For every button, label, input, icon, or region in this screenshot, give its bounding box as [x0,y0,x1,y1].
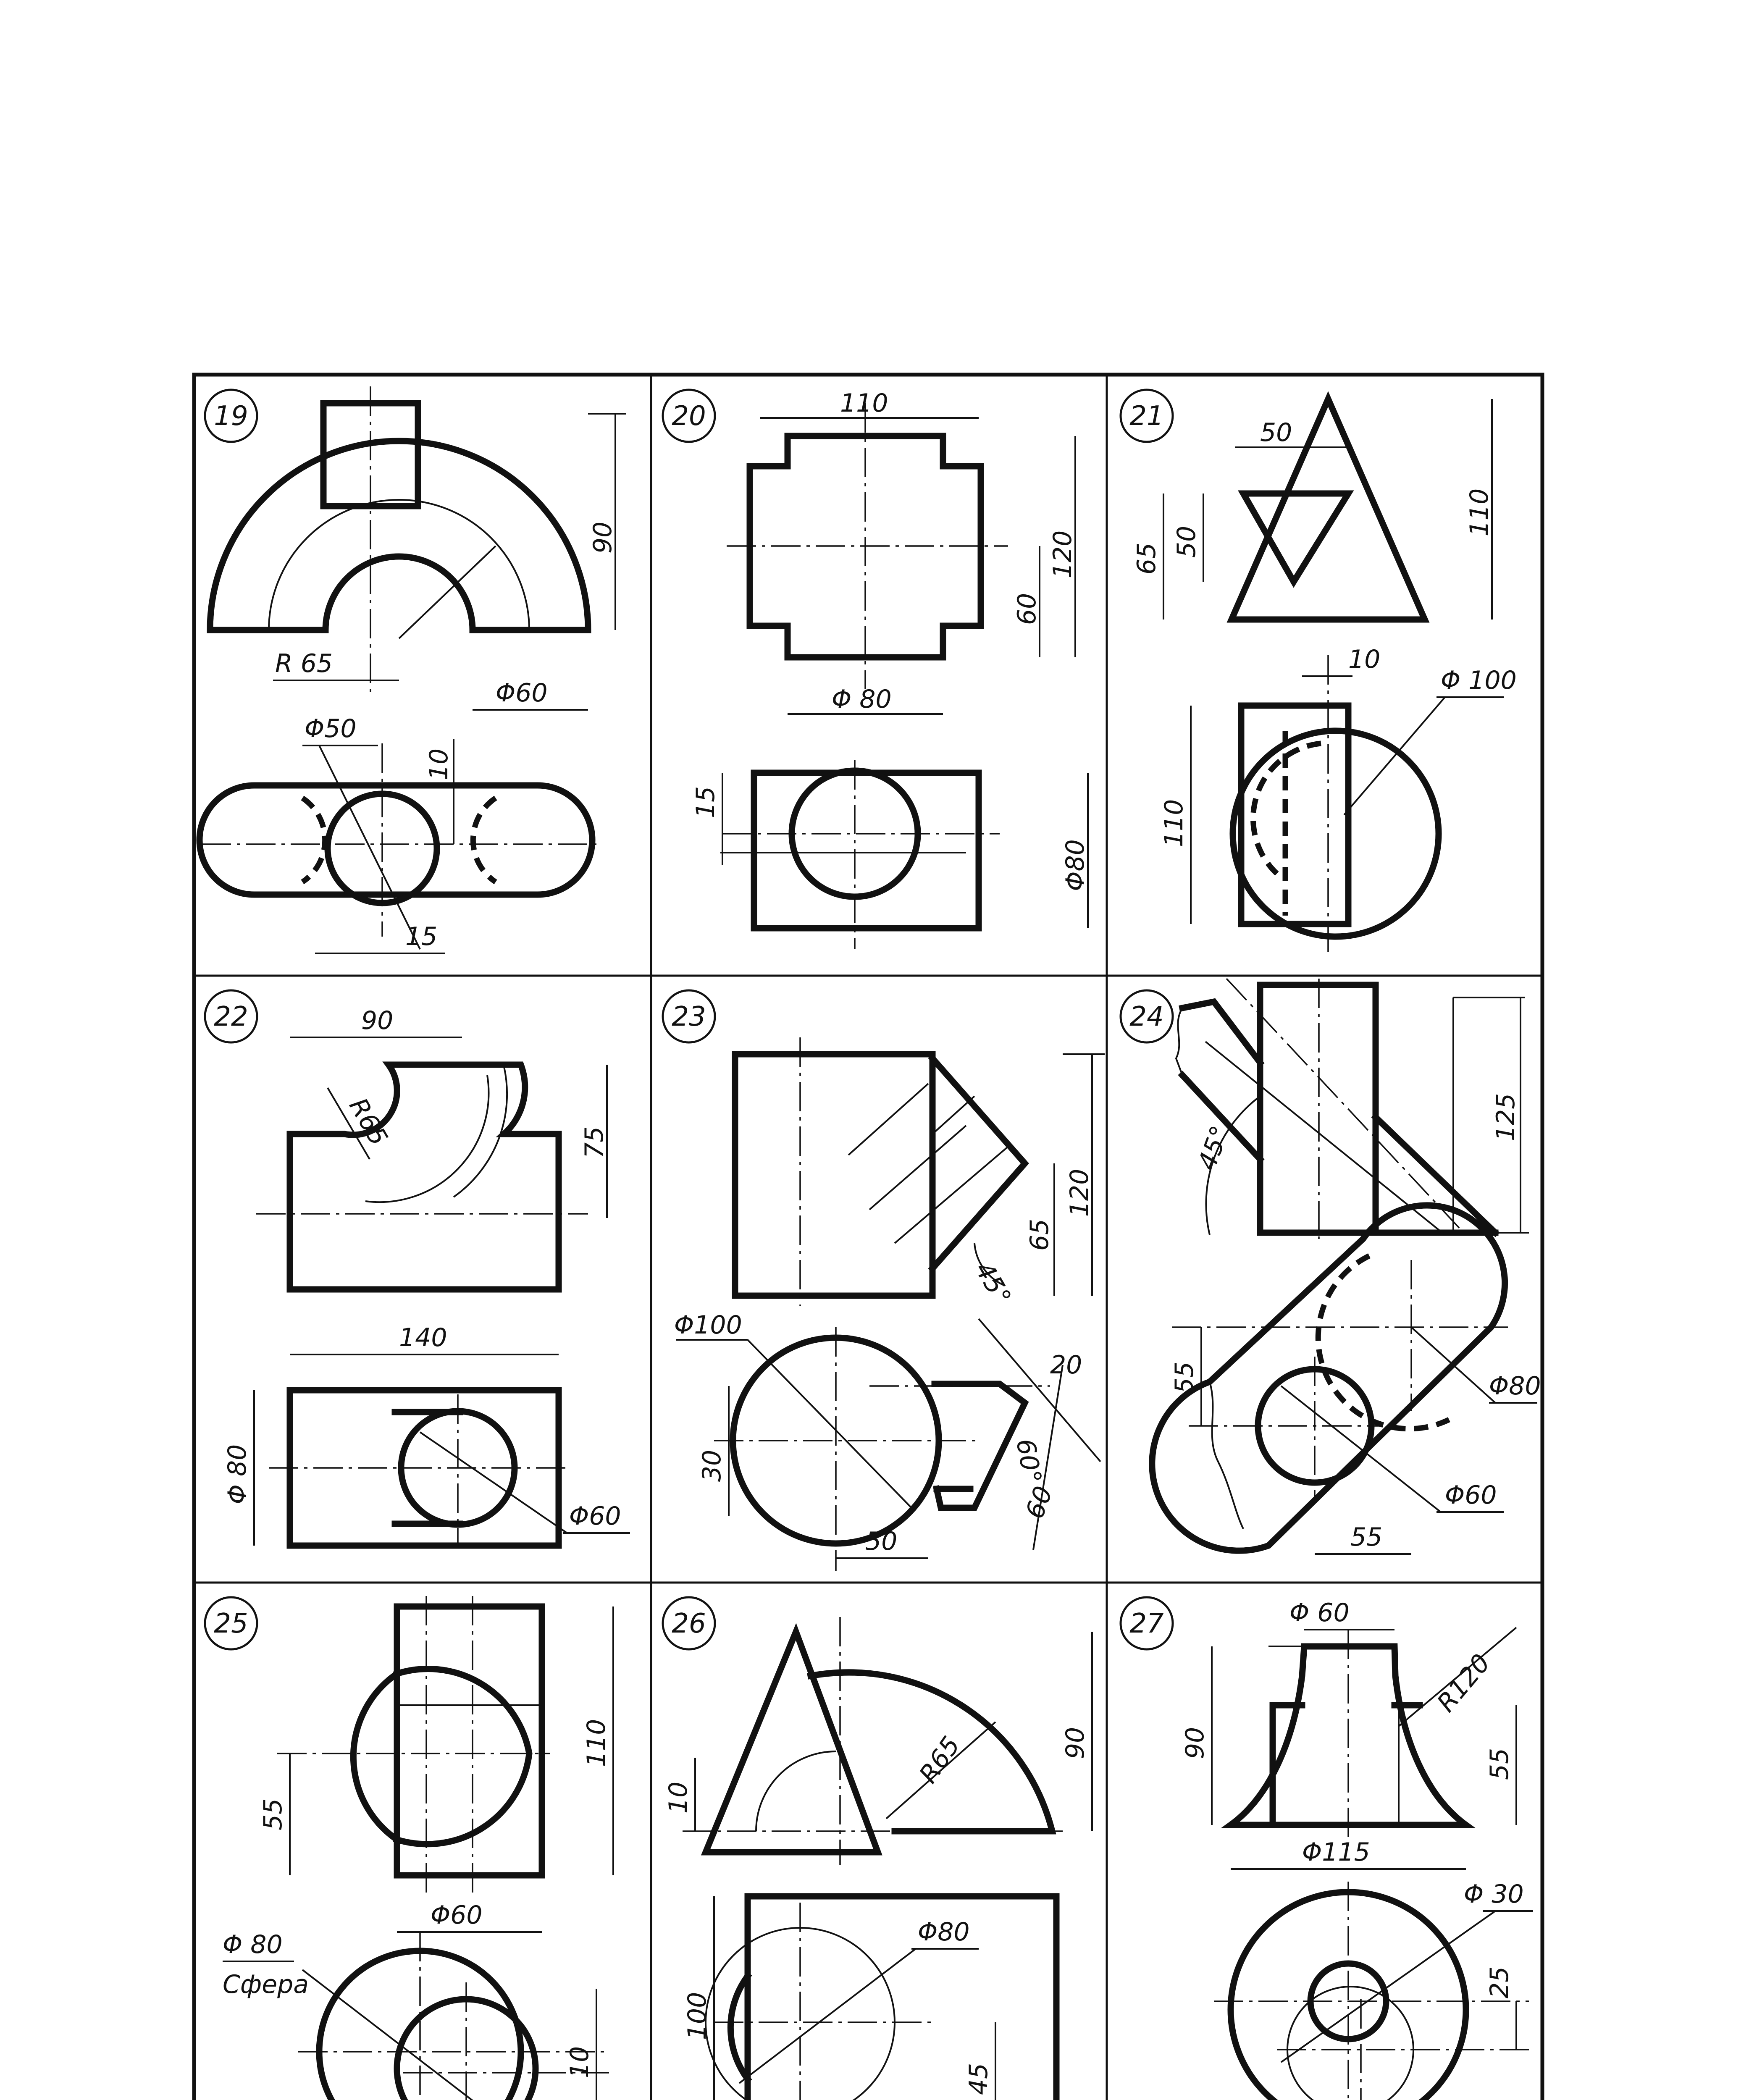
dim-60: 60 [1020,1482,1059,1523]
dim-90: 90 [1061,1727,1090,1759]
dim-100: 100 [683,1992,712,2040]
dim-phi80: Φ80 [1489,1371,1541,1401]
dim-phi50: Φ50 [305,714,357,743]
dim-65: 65 [1025,1218,1054,1251]
task-number: 23 [672,1001,706,1032]
dim-50a: 50 [1260,418,1292,447]
dim-phi60: Φ60 [496,678,548,708]
dim-phi100: Φ 100 [1441,666,1517,695]
task-23 [663,990,1105,1571]
task-27 [1121,1597,1533,2100]
angle-60: 60° [1010,1436,1047,1486]
dim-r65: R65 [343,1093,394,1151]
dim-55: 55 [1485,1748,1514,1780]
task-number: 22 [214,1001,248,1032]
dim-110: 110 [582,1719,611,1767]
task-26 [663,1597,1092,2100]
label-sphere: Сфера [223,1970,309,1999]
dim-10: 10 [664,1781,693,1814]
dim-125: 125 [1491,1093,1521,1142]
dim-phi80: Φ 80 [223,1444,252,1504]
dim-90: 90 [361,1006,394,1035]
dim-10: 10 [1348,645,1381,674]
dim-30: 30 [697,1449,727,1482]
dim-phi60: Φ60 [1445,1480,1497,1510]
dim-110b: 110 [1159,799,1189,848]
dim-55a: 55 [1170,1361,1199,1394]
task-22 [205,990,630,1546]
task-number: 25 [214,1608,248,1639]
dim-phi80: Φ80 [918,1917,970,1947]
angle-45: 45° [1192,1122,1235,1174]
dim-10: 10 [565,2046,594,2079]
dim-120: 120 [1065,1168,1094,1217]
dim-phi80: Φ 80 [832,685,892,714]
task-21 [1121,390,1517,953]
dim-15: 15 [691,786,720,819]
task-number: 21 [1129,401,1164,432]
task-number: 20 [672,401,706,432]
dim-90: 90 [588,521,617,554]
angle-45: 45° [969,1257,1017,1310]
dim-60: 60 [1012,593,1042,625]
dim-55: 55 [258,1798,288,1831]
dim-phi80: Φ 80 [223,1930,283,1959]
dim-50b: 50 [1172,525,1201,558]
dim-110: 110 [840,388,888,418]
dim-20: 20 [1050,1350,1082,1380]
dim-phi60: Φ60 [569,1502,621,1531]
dim-15: 15 [405,922,438,951]
task-number: 19 [214,401,248,432]
dim-140: 140 [399,1323,447,1352]
dim-phi100: Φ100 [674,1310,742,1340]
dim-r65: R 65 [275,649,333,678]
dim-phi80-b: Φ80 [1061,839,1090,891]
dim-phi30: Φ 30 [1464,1880,1524,1909]
dim-r120: R120 [1431,1648,1496,1718]
dim-65: 65 [1132,542,1161,575]
dim-phi60: Φ 60 [1289,1598,1350,1628]
dim-50: 50 [865,1527,898,1556]
dim-45a: 45 [964,2063,993,2095]
dim-55b: 55 [1350,1522,1383,1552]
dim-phi60: Φ60 [431,1900,483,1930]
task-19 [200,386,626,953]
task-number: 24 [1129,1001,1164,1032]
task-25 [205,1596,613,2100]
dim-r65: R65 [913,1731,966,1789]
task-number: 26 [672,1608,706,1639]
task-24 [1121,979,1541,1554]
task-number: 27 [1129,1608,1164,1639]
dim-phi115: Φ115 [1302,1838,1370,1867]
dim-120: 120 [1048,530,1077,579]
dim-110a: 110 [1465,488,1494,537]
dim-25: 25 [1485,1966,1514,1999]
dim-90: 90 [1180,1727,1210,1759]
task-20 [663,388,1090,949]
dim-75: 75 [580,1126,609,1159]
dim-10: 10 [424,748,454,781]
